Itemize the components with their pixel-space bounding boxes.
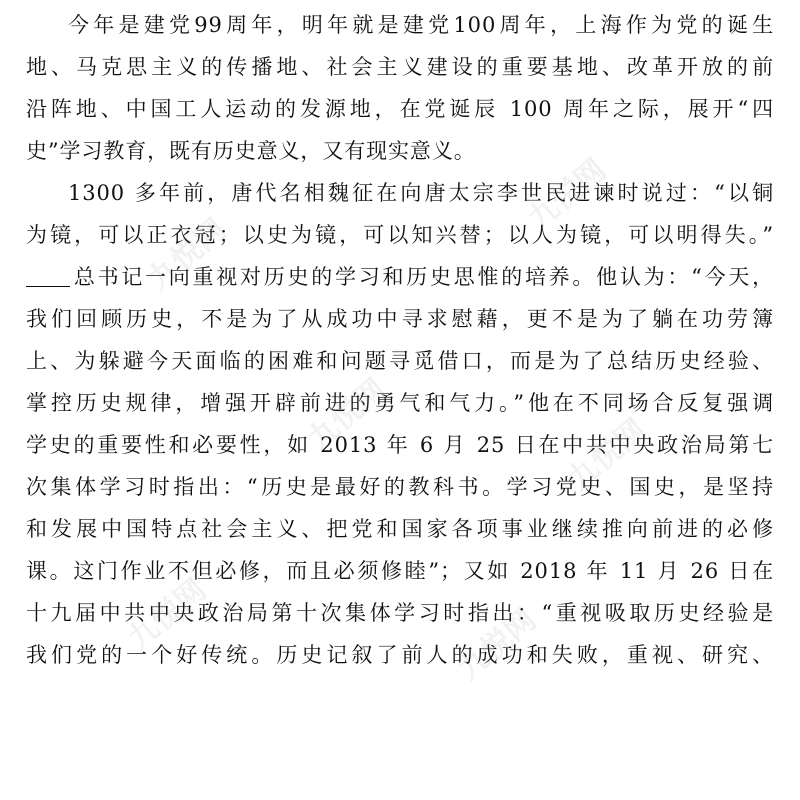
fill-in-blank — [26, 266, 70, 287]
watermark: 九悦网 — [121, 572, 213, 658]
watermark: 九悦网 — [301, 372, 393, 458]
text-line: 我们党的一个好传统。历史记叙了前人的成功和失败，重视、研究、 — [26, 643, 774, 667]
text-line: 地、马克思主义的传播地、社会主义建设的重要基地、改革开放的前 — [26, 55, 774, 79]
text-line: 次集体学习时指出：“历史是最好的教科书。学习党史、国史，是坚持 — [26, 475, 774, 499]
text-line: 沿阵地、中国工人运动的发源地，在党诞辰 100 周年之际，展开“四 — [26, 97, 774, 121]
watermark: 九悦网 — [561, 412, 653, 498]
text-line: 今年是建党99周年，明年就是建党100周年，上海作为党的诞生 — [68, 13, 774, 37]
watermark: 九悦网 — [521, 152, 613, 238]
text-line: 和发展中国特点社会主义、把党和国家各项事业继续推向前进的必修 — [26, 517, 774, 541]
paragraph-1 — [26, 4, 774, 172]
paragraph-2 — [26, 172, 774, 676]
text-line: 为镜，可以正衣冠；以史为镜，可以知兴替；以人为镜，可以明得失。” — [26, 223, 774, 247]
text-line: 史”学习教育，既有历史意义，又有现实意义。 — [26, 139, 476, 163]
watermark: 九悦网 — [451, 602, 543, 688]
text-line: 上、为躲避今天面临的困难和问题寻觅借口，而是为了总结历史经验、 — [26, 349, 774, 373]
text-line: 十九届中共中央政治局第十次集体学习时指出：“重视吸取历史经验是 — [26, 601, 774, 625]
text-line: 课。这门作业不但必修，而且必须修睦”；又如 2018 年 11 月 26 日在 — [26, 559, 774, 583]
text-line: 1300 多年前，唐代名相魏征在向唐太宗李世民进谏时说过：“以铜 — [68, 181, 774, 205]
document-body — [26, 4, 774, 676]
text-line: 总书记一向重视对历史的学习和历史思惟的培养。他认为：“今天， — [72, 265, 774, 289]
text-line: 掌控历史规律，增强开辟前进的勇气和气力。”他在不同场合反复强调 — [26, 391, 774, 415]
watermark: 九悦网 — [141, 212, 233, 298]
text-line-with-blank — [26, 256, 774, 298]
text-line: 学史的重要性和必要性，如 2013 年 6 月 25 日在中共中央政治局第七 — [26, 433, 774, 457]
text-line: 我们回顾历史，不是为了从成功中寻求慰藉，更不是为了躺在功劳簿 — [26, 307, 774, 331]
